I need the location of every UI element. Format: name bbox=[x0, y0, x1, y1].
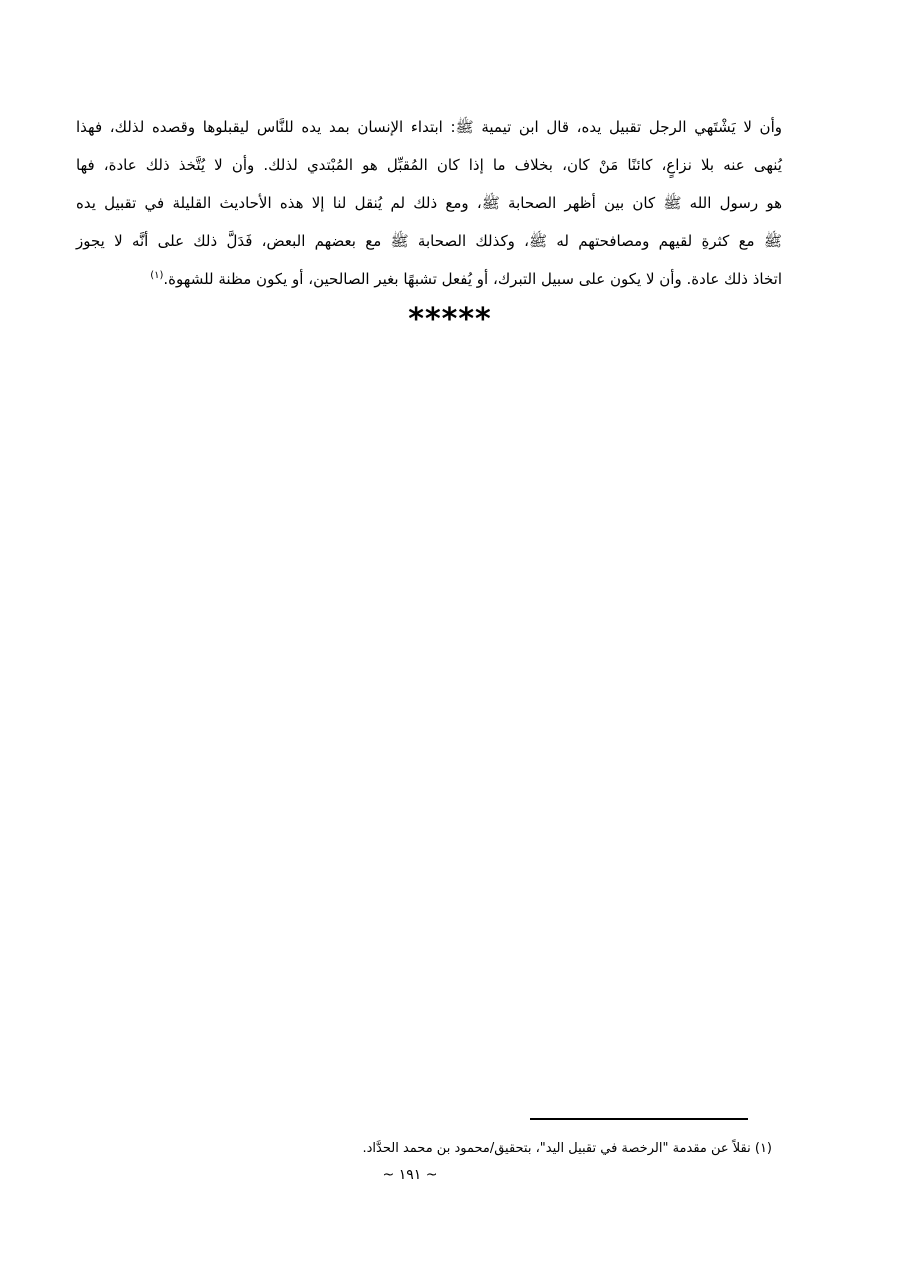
paragraph-line: وأن لا يَشْتَهي الرجل تقبيل يده، قال ابن تيمية ﷺ: ابتداء الإنسان بمد يده للنَّاس ليقبلوها وقصده لذلك، فهذا bbox=[76, 118, 782, 136]
paragraph-line: يُنهى عنه بلا نزاعٍ، كائنًا مَنْ كان، بخلاف ما إذا كان المُقبِّل هو المُبْتدي لذلك. وأن لا يُتَّخذ ذلك عادة، فها bbox=[76, 156, 782, 174]
page-number: ~ ١٩١ ~ bbox=[382, 1167, 438, 1183]
footnote-text: (١) نقلاً عن مقدمة "الرخصة في تقبيل اليد"، بتحقيق/محمود بن محمد الحدَّاد. bbox=[362, 1141, 772, 1156]
paragraph-line: هو رسول الله ﷺ كان بين أظهر الصحابة ﷺ، ومع ذلك لم يُنقل لنا إلا هذه الأحاديث القليلة في تقبيل يده bbox=[76, 194, 782, 212]
paragraph-line-last bbox=[76, 260, 782, 298]
main-paragraph bbox=[76, 108, 782, 298]
footnote-reference[interactable]: (١) bbox=[150, 270, 164, 281]
section-separator: ***** bbox=[408, 302, 492, 337]
footnote-divider bbox=[530, 1118, 748, 1120]
paragraph-line: ﷺ مع كثرةِ لقيهم ومصافحتهم له ﷺ، وكذلك الصحابة ﷺ مع بعضهم البعض، فَدَلَّ ذلك على أنَّه لا يجوز bbox=[76, 232, 782, 250]
paragraph-line-text: اتخاذ ذلك عادة. وأن لا يكون على سبيل التبرك، أو يُفعل تشبهًا بغير الصالحين، أو يكون مظنة للشهوة. bbox=[163, 270, 782, 288]
